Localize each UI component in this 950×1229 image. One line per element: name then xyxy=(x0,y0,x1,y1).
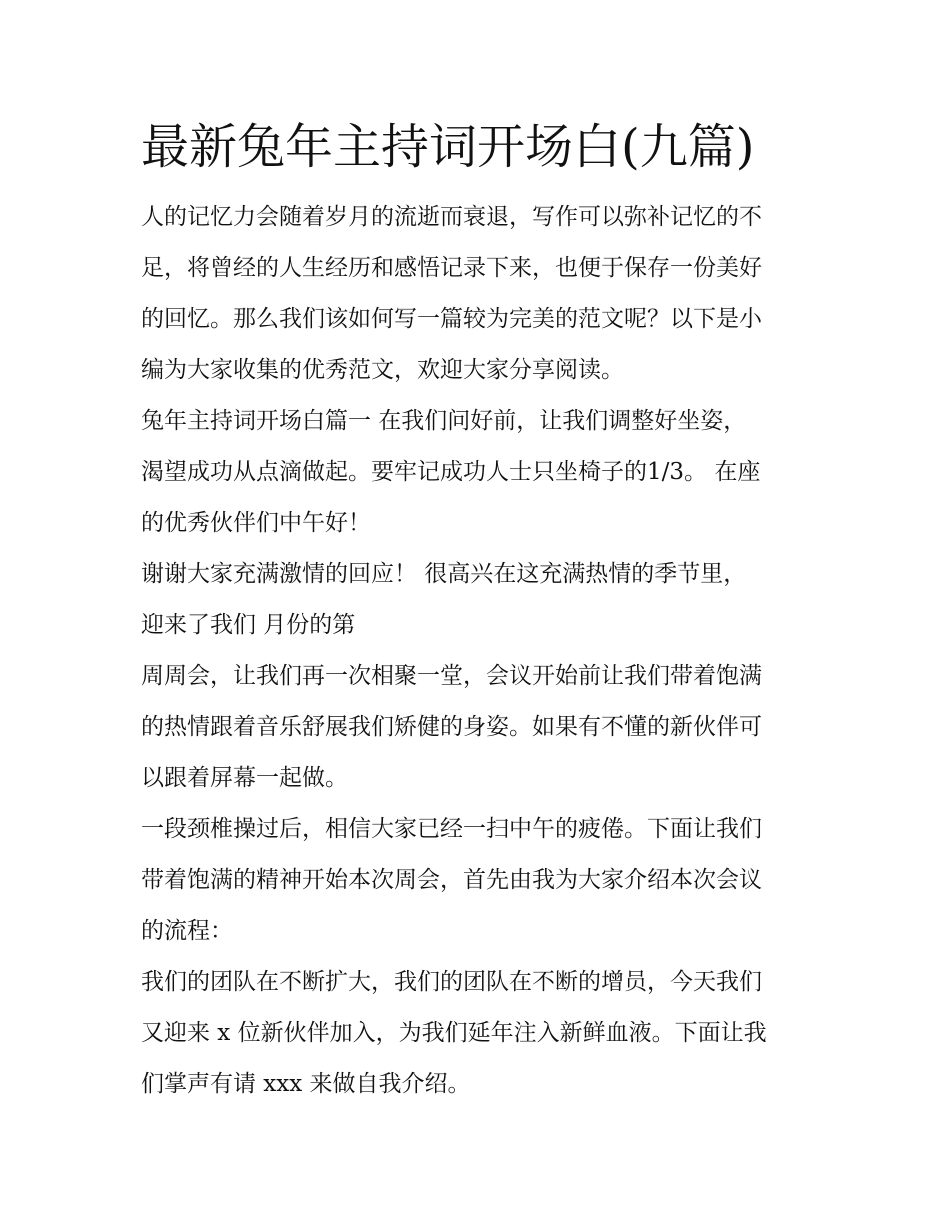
body-line: 兔年主持词开场白篇一 在我们问好前，让我们调整好坐姿， xyxy=(141,408,747,434)
body-line: 又迎来 x 位新伙伴加入，为我们延年注入新鲜血液。下面让我 xyxy=(141,1020,767,1046)
document-body xyxy=(141,192,821,1110)
body-line: 们掌声有请 xxx 来做自我介绍。 xyxy=(141,1071,471,1097)
body-line: 的回忆。那么我们该如何写一篇较为完美的范文呢？以下是小 xyxy=(141,306,762,332)
body-line: 的热情跟着音乐舒展我们矫健的身姿。如果有不懂的新伙伴可 xyxy=(141,714,762,740)
body-line: 编为大家收集的优秀范文，欢迎大家分享阅读。 xyxy=(141,357,624,383)
document-page xyxy=(141,114,821,1110)
body-line: 人的记忆力会随着岁月的流逝而衰退，写作可以弥补记忆的不 xyxy=(141,204,762,230)
body-line: 周周会，让我们再一次相聚一堂，会议开始前让我们带着饱满 xyxy=(141,663,762,689)
body-line: 谢谢大家充满激情的回应！ 很高兴在这充满热情的季节里， xyxy=(141,561,747,587)
body-line: 足，将曾经的人生经历和感悟记录下来，也便于保存一份美好 xyxy=(141,255,762,281)
body-line: 迎来了我们 月份的第 xyxy=(141,612,356,638)
body-line: 的优秀伙伴们中午好！ xyxy=(141,510,371,536)
body-line: 我们的团队在不断扩大，我们的团队在不断的增员，今天我们 xyxy=(141,969,762,995)
body-line: 的流程： xyxy=(141,918,233,944)
body-line: 以跟着屏幕一起做。 xyxy=(141,765,348,791)
body-line: 一段颈椎操过后，相信大家已经一扫中午的疲倦。下面让我们 xyxy=(141,816,762,842)
document-title: 最新兔年主持词开场白(九篇) xyxy=(141,119,755,175)
body-line: 渴望成功从点滴做起。要牢记成功人士只坐椅子的1/3。 在座 xyxy=(141,459,761,485)
body-line: 带着饱满的精神开始本次周会，首先由我为大家介绍本次会议 xyxy=(141,867,762,893)
